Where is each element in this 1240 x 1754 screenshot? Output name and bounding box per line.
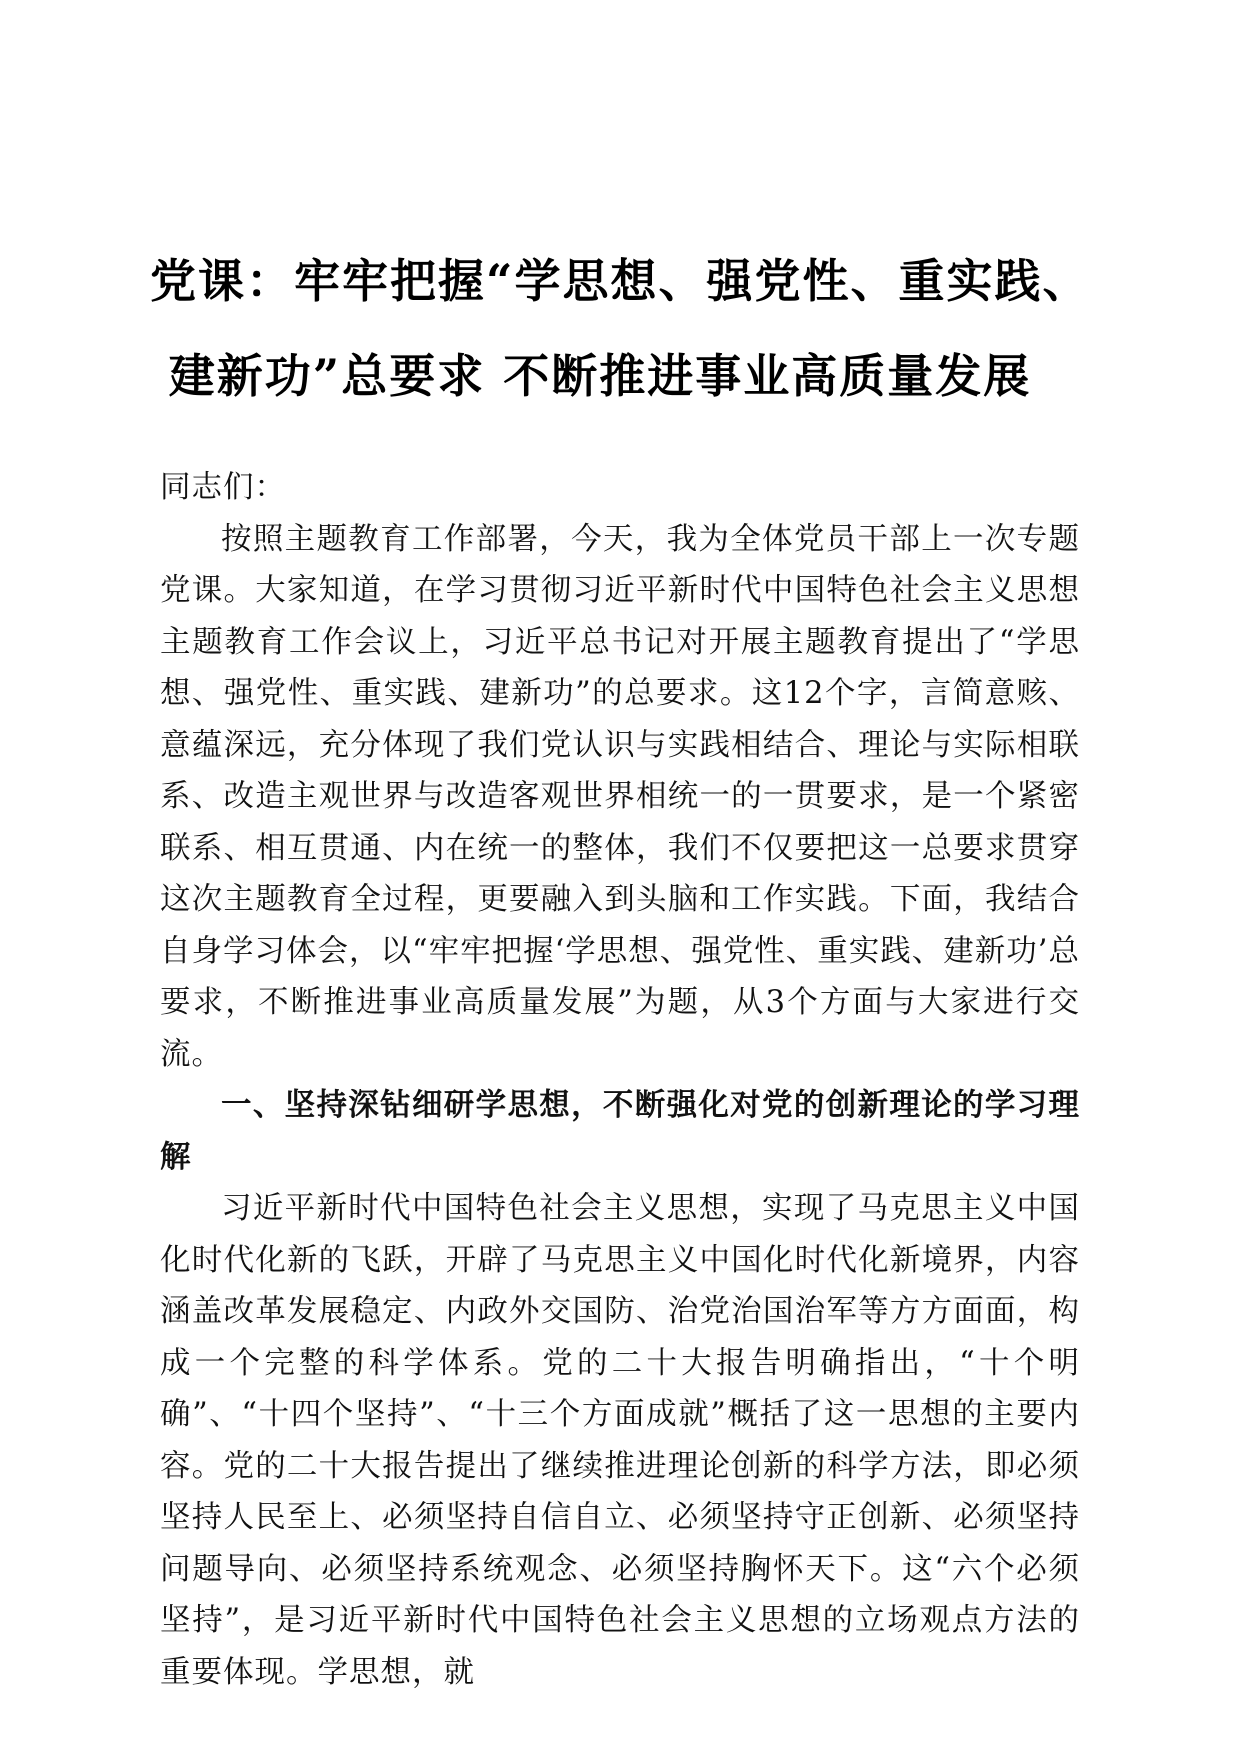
section-heading-1: 一、坚持深钻细研学思想，不断强化对党的创新理论的学习理解 [160,1088,1080,1175]
salutation: 同志们： [160,470,286,505]
document-title-line-2: 建新功”总要求 不断推进事业高质量发展 [168,349,1032,403]
paragraph-intro: 按照主题教育工作部署，今天，我为全体党员干部上一次专题党课。大家知道，在学习贯彻习近平新时代中国特色社会主义思想主题教育工作会议上，习近平总书记对开展主题教育提出了“学思想、强党性、重实践、建新功”的总要求。这12个字，言简意赅、意蕴深远，充分体现了我们党认识与实践相结合、理论与实际相联系、改造主观世界与改造客观世界相统一的一贯要求，是一个紧密联系、相互贯通、内在统一的整体，我们不仅要把这一总要求贯穿这次主题教育全过程，更要融入到头脑和工作实践。下面，我结合自身学习体会，以“牢牢把握‘学思想、强党性、重实践、建新功’总要求，不断推进事业高质量发展”为题，从3个方面与大家进行交流。 [160,521,1080,1072]
document-body [160,462,1080,1698]
paragraph-section-1: 习近平新时代中国特色社会主义思想，实现了马克思主义中国化时代化新的飞跃，开辟了马克思主义中国化时代化新境界，内容涵盖改革发展稳定、内政外交国防、治党治国治军等方方面面，构成一个完整的科学体系。党的二十大报告明确指出，“十个明确”、“十四个坚持”、“十三个方面成就”概括了这一思想的主要内容。党的二十大报告提出了继续推进理论创新的科学方法，即必须坚持人民至上、必须坚持自信自立、必须坚持守正创新、必须坚持问题导向、必须坚持系统观念、必须坚持胸怀天下。这“六个必须坚持”，是习近平新时代中国特色社会主义思想的立场观点方法的重要体现。学思想，就 [160,1191,1080,1690]
document-title-line-1: 党课：牢牢把握“学思想、强党性、重实践、 [150,254,1091,308]
